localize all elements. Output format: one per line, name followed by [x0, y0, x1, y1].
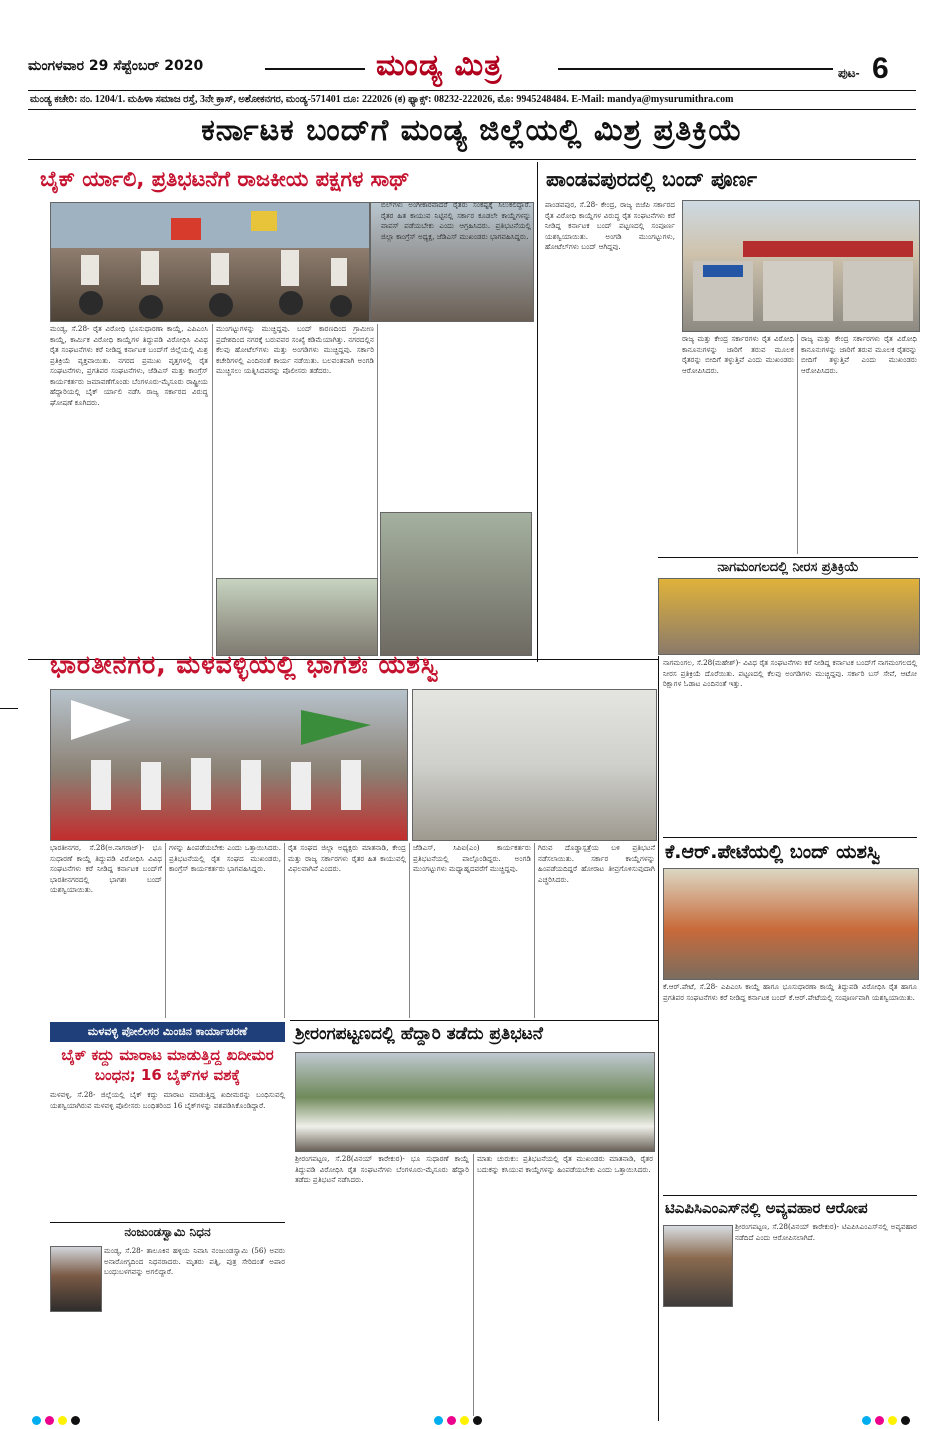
police-tag-label: ಮಳವಳ್ಳಿ ಪೋಲೀಸರ ಮಿಂಚಿನ ಕಾರ್ಯಾಚರಣೆ: [87, 1025, 248, 1038]
contact-rule-bottom: [28, 109, 916, 110]
tapcms-rule: [663, 1195, 917, 1196]
bharathinagara-closed-shops-photo: [412, 689, 657, 841]
bharathinagara-body-col5: ಗಿರುವ ದೊಡ್ಡಾಸ್ಪತ್ರೆಯ ಬಳಿ ಪ್ರತಿಭಟನೆ ನಡೆಸಲಾಯಿತು. ಸರ್ಕಾರ ಕಾಯ್ದೆಗಳನ್ನು ಹಿಂಪಡೆಯದಿದ್ದರೆ ಹೋರಾಟ ತೀವ್ರಗೊಳಿಸುವುದಾಗಿ ಎಚ್ಚರಿಸಿದರು.: [538, 843, 655, 884]
kr-pete-body: ಕೆ.ಆರ್.ಪೇಟೆ, ಸೆ.28- ಎಪಿಎಂಸಿ ಕಾಯ್ದೆ ಹಾಗೂ ಭೂಸುಧಾರಣಾ ಕಾಯ್ದೆ ತಿದ್ದುಪಡಿ ವಿರೋಧಿಸಿ ರೈತ ಹಾಗೂ ಪ್ರಗತಿಪರ ಸಂಘಟನೆಗಳು ಕರೆ ನೀಡಿದ್ದ ಕರ್ನಾಟಕ ಬಂದ್ ಕೆ.ಆರ್.ಪೇಟೆಯಲ್ಲಿ ಸಂಪೂರ್ಣವಾಗಿ ಯಶಸ್ವಿಯಾಯಿತು.: [663, 982, 917, 1002]
obituary-portrait-photo: [50, 1246, 102, 1312]
bike-rally-body-col2: ಮುಂಗಟ್ಟುಗಳನ್ನು ಮುಚ್ಚಿದ್ದವು. ಬಂದ್ ಕಾರಣದಿಂದ ಗ್ರಾಮೀಣ ಪ್ರದೇಶದಿಂದ ನಗರಕ್ಕೆ ಬರುವವರ ಸಂಖ್ಯೆ ಕಡಿಮೆಯಾಗಿತ್ತು. ನಗರದಲ್ಲಿನ ಕೆಲವು ಹೋಟೆಲ್‌ಗಳು ಮತ್ತು ಅಂಗಡಿಗಳು ಮುಚ್ಚಿದ್ದವು. ಸರ್ಕಾರಿ ಕಚೇರಿಗಳಲ್ಲಿ ಎಂದಿನಂತೆ ಕಾರ್ಯ ನಡೆಯಿತು. ಬಲವಂತವಾಗಿ ಅಂಗಡಿ ಮುಚ್ಚಿಸಲು ಯತ್ನಿಸಿದವರನ್ನು ಪೊಲೀಸರು ತಡೆದರು.: [216, 324, 374, 375]
srirangapatna-rule: [290, 1020, 658, 1021]
bike-theft-body: ಮಳವಳ್ಳಿ, ಸೆ.28- ಜಿಲ್ಲೆಯಲ್ಲಿ ಬೈಕ್ ಕದ್ದು ಮಾರಾಟ ಮಾಡುತ್ತಿದ್ದ ಖದೀಮರನ್ನು ಬಂಧಿಸುವಲ್ಲಿ ಯಶಸ್ವಿಯಾಗಿರುವ ಮಳವಳ್ಳಿ ಪೊಲೀಸರು ಬಂಧಿತರಿಂದ 16 ಬೈಕ್‌ಗಳನ್ನು ವಶಪಡಿಸಿಕೊಂಡಿದ್ದಾರೆ.: [50, 1090, 285, 1110]
highway-blockade-photo: [295, 1052, 655, 1152]
right-column-divider: [658, 656, 659, 1421]
bharathinagara-body-col4: ಜೆಡಿಎಸ್, ಸಿಪಿಐ(ಎಂ) ಕಾರ್ಯಕರ್ತರು ಪ್ರತಿಭಟನೆಯಲ್ಲಿ ಪಾಲ್ಗೊಂಡಿದ್ದರು. ಅಂಗಡಿ ಮುಂಗಟ್ಟುಗಳು ಮಧ್ಯಾಹ್ನದವರೆಗೆ ಮುಚ್ಚಿದ್ದವು.: [413, 843, 531, 873]
col-divider: [212, 324, 213, 656]
registration-marks-right: [860, 1410, 912, 1429]
pandavapura-headline: ಪಾಂಡವಪುರದಲ್ಲಿ ಬಂದ್ ಪೂರ್ಣ: [546, 167, 758, 191]
srirangapatna-body-col1: ಶ್ರೀರಂಗಪಟ್ಟಣ, ಸೆ.28(ವಿನಯ್ ಕಾರೇಕುರ)- ಭೂ ಸುಧಾರಣೆ ಕಾಯ್ದೆ ತಿದ್ದುಪಡಿ ವಿರೋಧಿಸಿ ರೈತ ಸಂಘಟನೆಗಳು ಬೆಂಗಳೂರು-ಮೈಸೂರು ಹೆದ್ದಾರಿ ತಡೆದು ಪ್ರತಿಭಟನೆ ನಡೆಸಿದರು.: [295, 1154, 469, 1184]
masthead-rule-left: [265, 68, 365, 70]
closed-shops-photo: [682, 200, 920, 332]
flag-protest-illustration: [51, 690, 407, 840]
bharathinagara-rally-photo: [50, 689, 408, 841]
police-tag: [50, 1022, 285, 1042]
bike-rally-headline: ಬೈಕ್ ರ್ಯಾಲಿ, ಪ್ರತಿಭಟನೆಗೆ ರಾಜಕೀಯ ಪಕ್ಷಗಳ ಸಾಥ್: [40, 167, 410, 191]
section-divider: [537, 162, 538, 662]
srirangapatna-headline: ಶ್ರೀರಂಗಪಟ್ಟಣದಲ್ಲಿ ಹೆದ್ದಾರಿ ತಡೆದು ಪ್ರತಿಭಟನೆ: [295, 1024, 543, 1044]
page-number: 6: [872, 52, 889, 85]
registration-marks-center: [432, 1410, 484, 1429]
col-divider: [165, 843, 166, 1018]
col-divider: [473, 1154, 474, 1416]
bharathinagara-body-col3: ರೈತ ಸಂಘದ ಜಿಲ್ಲಾ ಅಧ್ಯಕ್ಷರು ಮಾತನಾಡಿ, ಕೇಂದ್ರ ಮತ್ತು ರಾಜ್ಯ ಸರ್ಕಾರಗಳು ರೈತರ ಹಿತ ಕಾಯುವಲ್ಲಿ ವಿಫಲವಾಗಿವೆ ಎಂದರು.: [288, 843, 406, 873]
bike-rally-body-col3: ಬಿಲ್‌ಗಳು ಅಂಗೀಕಾರವಾದರೆ ರೈತರು ಸಂಕಷ್ಟಕ್ಕೆ ಸಿಲುಕಲಿದ್ದಾರೆ. ರೈತರ ಹಿತ ಕಾಯುವ ನಿಟ್ಟಿನಲ್ಲಿ ಸರ್ಕಾರ ಕೂಡಲೇ ಕಾಯ್ದೆಗಳನ್ನು ವಾಪಸ್ ಪಡೆಯಬೇಕು ಎಂದು ಆಗ್ರಹಿಸಿದರು. ಪ್ರತಿಭಟನೆಯಲ್ಲಿ ಜಿಲ್ಲಾ ಕಾಂಗ್ರೆಸ್ ಅಧ್ಯಕ್ಷ, ಜೆಡಿಎಸ್ ಮುಖಂಡರು ಭಾಗವಹಿಸಿದ್ದರು.: [381, 200, 531, 241]
col-divider: [534, 843, 535, 1018]
office-contact: ಮಂಡ್ಯ ಕಚೇರಿ: ನಂ. 1204/1. ಮಹಿಳಾ ಸಮಾಜ ರಸ್ತೆ, 3ನೇ ಕ್ರಾಸ್, ಅಶೋಕನಗರ, ಮಂಡ್ಯ-571401 ದೂ: 222026 (ಕ) ಫ್ಯಾಕ್ಸ್: 08232-222026, ಮೊ: 9945248484. E-Mail: mandya@mysurumithra.com: [30, 94, 734, 105]
tapcms-headline: ಟಿಎಪಿಸಿಎಂಎಸ್‌ನಲ್ಲಿ ಅವ್ಯವಹಾರ ಆರೋಪ: [665, 1199, 868, 1217]
newspaper-logo: ಮಂಡ್ಯ ಮಿತ್ರ: [376, 48, 503, 83]
page-label: ಪುಟ-: [838, 66, 860, 80]
main-headline: ಕರ್ನಾಟಕ ಬಂದ್‌ಗೆ ಮಂಡ್ಯ ಜಿಲ್ಲೆಯಲ್ಲಿ ಮಿಶ್ರ ಪ್ರತಿಕ್ರಿಯೆ: [201, 113, 743, 148]
contact-rule-top: [28, 90, 916, 91]
issue-date: ಮಂಗಳವಾರ 29 ಸೆಪ್ಟೆಂಬರ್ 2020: [28, 58, 204, 74]
tapcms-portrait-photo: [663, 1225, 733, 1307]
nagamangala-body: ನಾಗಮಂಗಲ, ಸೆ.28(ಮಹೇಶ್)- ವಿವಿಧ ರೈತ ಸಂಘಟನೆಗಳು ಕರೆ ನೀಡಿದ್ದ ಕರ್ನಾಟಕ ಬಂದ್‌ಗೆ ನಾಗಮಂಗಲದಲ್ಲಿ ನೀರಸ ಪ್ರತಿಕ್ರಿಯೆ ದೊರೆಯಿತು. ಪಟ್ಟಣದಲ್ಲಿ ಕೆಲವು ಅಂಗಡಿಗಳು ಮುಚ್ಚಿದ್ದವು. ಸರ್ಕಾರಿ ಬಸ್ ಸೇವೆ, ಆಟೋ ರಿಕ್ಷಾಗಳ ಓಡಾಟ ಎಂದಿನಂತೆ ಇತ್ತು.: [663, 658, 917, 688]
bike-theft-headline: ಬೈಕ್ ಕದ್ದು ಮಾರಾಟ ಮಾಡುತ್ತಿದ್ದ ಖದೀಮರ ಬಂಧನ; 16 ಬೈಕ್‌ಗಳ ವಶಕ್ಕೆ: [61, 1046, 274, 1084]
nagamangala-rule: [658, 557, 918, 558]
srirangapatna-body-col2: ಮಾತು ಚುರುಕು: ಪ್ರತಿಭಟನೆಯಲ್ಲಿ ರೈತ ಮುಖಂಡರು ಮಾತನಾಡಿ, ರೈತರ ಬದುಕನ್ನು ಕಸಿಯುವ ಕಾಯ್ದೆಗಳನ್ನು ಹಿಂಪಡೆಯಬೇಕು ಎಂದು ಒತ್ತಾಯಿಸಿದರು.: [477, 1154, 653, 1174]
col-divider: [284, 843, 285, 1018]
bike-rally-photo: [50, 202, 370, 322]
protest-banner-photo: [216, 578, 378, 656]
bharathinagara-body-col1: ಭಾರತೀನಗರ, ಸೆ.28(ಅ.ನಾಗರಾಜ್)- ಭೂ ಸುಧಾರಣೆ ಕಾಯ್ದೆ ತಿದ್ದುಪಡಿ ವಿರೋಧಿಸಿ ವಿವಿಧ ಸಂಘಟನೆಗಳು ಕರೆ ನೀಡಿದ್ದ ಕರ್ನಾಟಕ ಬಂದ್‌ಗೆ ಭಾರತೀನಗರದಲ್ಲಿ ಭಾಗಶಃ ಬಂದ್ ಯಶಸ್ವಿಯಾಯಿತು.: [50, 843, 162, 894]
obituary-body: ಮಂಡ್ಯ, ಸೆ.28- ತಾಲೂಕಿನ ಹಳ್ಳಿಯ ನಿವಾಸಿ ನಂಜುಂಡಸ್ವಾಮಿ (56) ಅವರು ಅನಾರೋಗ್ಯದಿಂದ ನಿಧನರಾದರು. ಮೃತರು ಪತ್ನಿ, ಪುತ್ರ ಸೇರಿದಂತೆ ಅಪಾರ ಬಂಧುಬಳಗವನ್ನು ಅಗಲಿದ್ದಾರೆ.: [104, 1246, 285, 1276]
main-headline-rule: [28, 159, 916, 160]
registration-marks-left: [30, 1410, 82, 1429]
sit-in-protest-photo: [380, 512, 532, 656]
shuttered-shops-illustration: [683, 201, 919, 331]
col-divider: [797, 334, 798, 554]
nagamangala-protest-photo: [658, 578, 920, 655]
bharathinagara-headline: ಭಾರತೀನಗರ, ಮಳವಳ್ಳಿಯಲ್ಲಿ ಭಾಗಶಃ ಯಶಸ್ವಿ: [50, 650, 440, 679]
pandavapura-body-col3: ರಾಜ್ಯ ಮತ್ತು ಕೇಂದ್ರ ಸರ್ಕಾರಗಳು ರೈತ ವಿರೋಧಿ ಕಾನೂನುಗಳನ್ನು ಜಾರಿಗೆ ತರುವ ಮೂಲಕ ರೈತರನ್ನು ಬೀದಿಗೆ ತಳ್ಳುತ್ತಿವೆ ಎಂದು ಮುಖಂಡರು ಆರೋಪಿಸಿದರು.: [801, 334, 917, 375]
fold-mark: [0, 708, 18, 709]
col-divider: [409, 843, 410, 1018]
bike-rally-body-col1: ಮಂಡ್ಯ, ಸೆ.28- ರೈತ ವಿರೋಧಿ ಭೂಸುಧಾರಣಾ ಕಾಯ್ದೆ, ಎಪಿಎಂಸಿ ಕಾಯ್ದೆ, ಕಾರ್ಮಿಕ ವಿರೋಧಿ ಕಾಯ್ದೆಗಳ ತಿದ್ದುಪಡಿ ವಿರೋಧಿಸಿ ವಿವಿಧ ರೈತ ಸಂಘಟನೆಗಳು ಕರೆ ನೀಡಿದ್ದ ಕರ್ನಾಟಕ ಬಂದ್‌ಗೆ ಜಿಲ್ಲೆಯಲ್ಲಿ ಮಿಶ್ರ ಪ್ರತಿಕ್ರಿಯೆ ವ್ಯಕ್ತವಾಯಿತು. ನಗರದ ಪ್ರಮುಖ ವೃತ್ತಗಳಲ್ಲಿ ರೈತ ಸಂಘಟನೆಗಳು, ಪ್ರಗತಿಪರ ಸಂಘಟನೆಗಳು, ಜೆಡಿಎಸ್ ಮತ್ತು ಕಾಂಗ್ರೆಸ್ ಕಾರ್ಯಕರ್ತರು ಜಮಾವಣೆಗೊಂಡು ಬೆಂಗಳೂರು-ಮೈಸೂರು ರಾಷ್ಟ್ರೀಯ ಹೆದ್ದಾರಿಯಲ್ಲಿ ಬೈಕ್ ರ್ಯಾಲಿ ನಡೆಸಿ ರಾಜ್ಯ ಸರ್ಕಾರದ ವಿರುದ್ಧ ಘೋಷಣೆ ಕೂಗಿದರು.: [50, 324, 208, 407]
nagamangala-headline: ನಾಗಮಂಗಲದಲ್ಲಿ ನೀರಸ ಪ್ರತಿಕ್ರಿಯೆ: [717, 560, 859, 575]
kr-pete-rule: [663, 837, 917, 838]
obituary-rule: [50, 1222, 285, 1223]
kr-pete-protest-photo: [663, 868, 919, 980]
obituary-headline: ನಂಜುಂಡಸ್ವಾಮಿ ನಿಧನ: [124, 1225, 211, 1239]
pandavapura-body-col2: ರಾಜ್ಯ ಮತ್ತು ಕೇಂದ್ರ ಸರ್ಕಾರಗಳು ರೈತ ವಿರೋಧಿ ಕಾನೂನುಗಳನ್ನು ಜಾರಿಗೆ ತರುವ ಮೂಲಕ ರೈತರನ್ನು ಬೀದಿಗೆ ತಳ್ಳುತ್ತಿವೆ ಎಂದು ಮುಖಂಡರು ಆರೋಪಿಸಿದರು.: [682, 334, 794, 375]
bike-rally-illustration: [51, 203, 369, 321]
tapcms-body: ಶ್ರೀರಂಗಪಟ್ಟಣ, ಸೆ.28(ವಿನಯ್ ಕಾರೇಕುರ)- ಟಿಎಪಿಸಿಎಂಎಸ್‌ನಲ್ಲಿ ಅವ್ಯವಹಾರ ನಡೆದಿದೆ ಎಂದು ಆರೋಪಿಸಲಾಗಿದೆ.: [735, 1222, 917, 1242]
kr-pete-headline: ಕೆ.ಆರ್.ಪೇಟೆಯಲ್ಲಿ ಬಂದ್ ಯಶಸ್ವಿ: [665, 841, 881, 863]
bharathinagara-body-col2: ಗಳನ್ನು ಹಿಂಪಡೆಯಬೇಕು ಎಂದು ಒತ್ತಾಯಿಸಿದರು. ಪ್ರತಿಭಟನೆಯಲ್ಲಿ ರೈತ ಸಂಘದ ಮುಖಂಡರು, ಕಾಂಗ್ರೆಸ್ ಕಾರ್ಯಕರ್ತರು ಭಾಗವಹಿಸಿದ್ದರು.: [169, 843, 281, 873]
masthead-rule-right: [558, 68, 833, 70]
pandavapura-body-col1: ಪಾಂಡವಪುರ, ಸೆ.28- ಕೇಂದ್ರ, ರಾಜ್ಯ ಬಿಜೆಪಿ ಸರ್ಕಾರದ ರೈತ ವಿರೋಧಿ ಕಾಯ್ದೆಗಳ ವಿರುದ್ಧ ರೈತ ಸಂಘಟನೆಗಳು ಕರೆ ನೀಡಿದ್ದ ಕರ್ನಾಟಕ ಬಂದ್ ಪಟ್ಟಣದಲ್ಲಿ ಸಂಪೂರ್ಣ ಯಶಸ್ವಿಯಾಯಿತು. ಅಂಗಡಿ ಮುಂಗಟ್ಟುಗಳು, ಹೋಟೆಲ್‌ಗಳು ಬಂದ್ ಆಗಿದ್ದವು.: [545, 200, 675, 251]
